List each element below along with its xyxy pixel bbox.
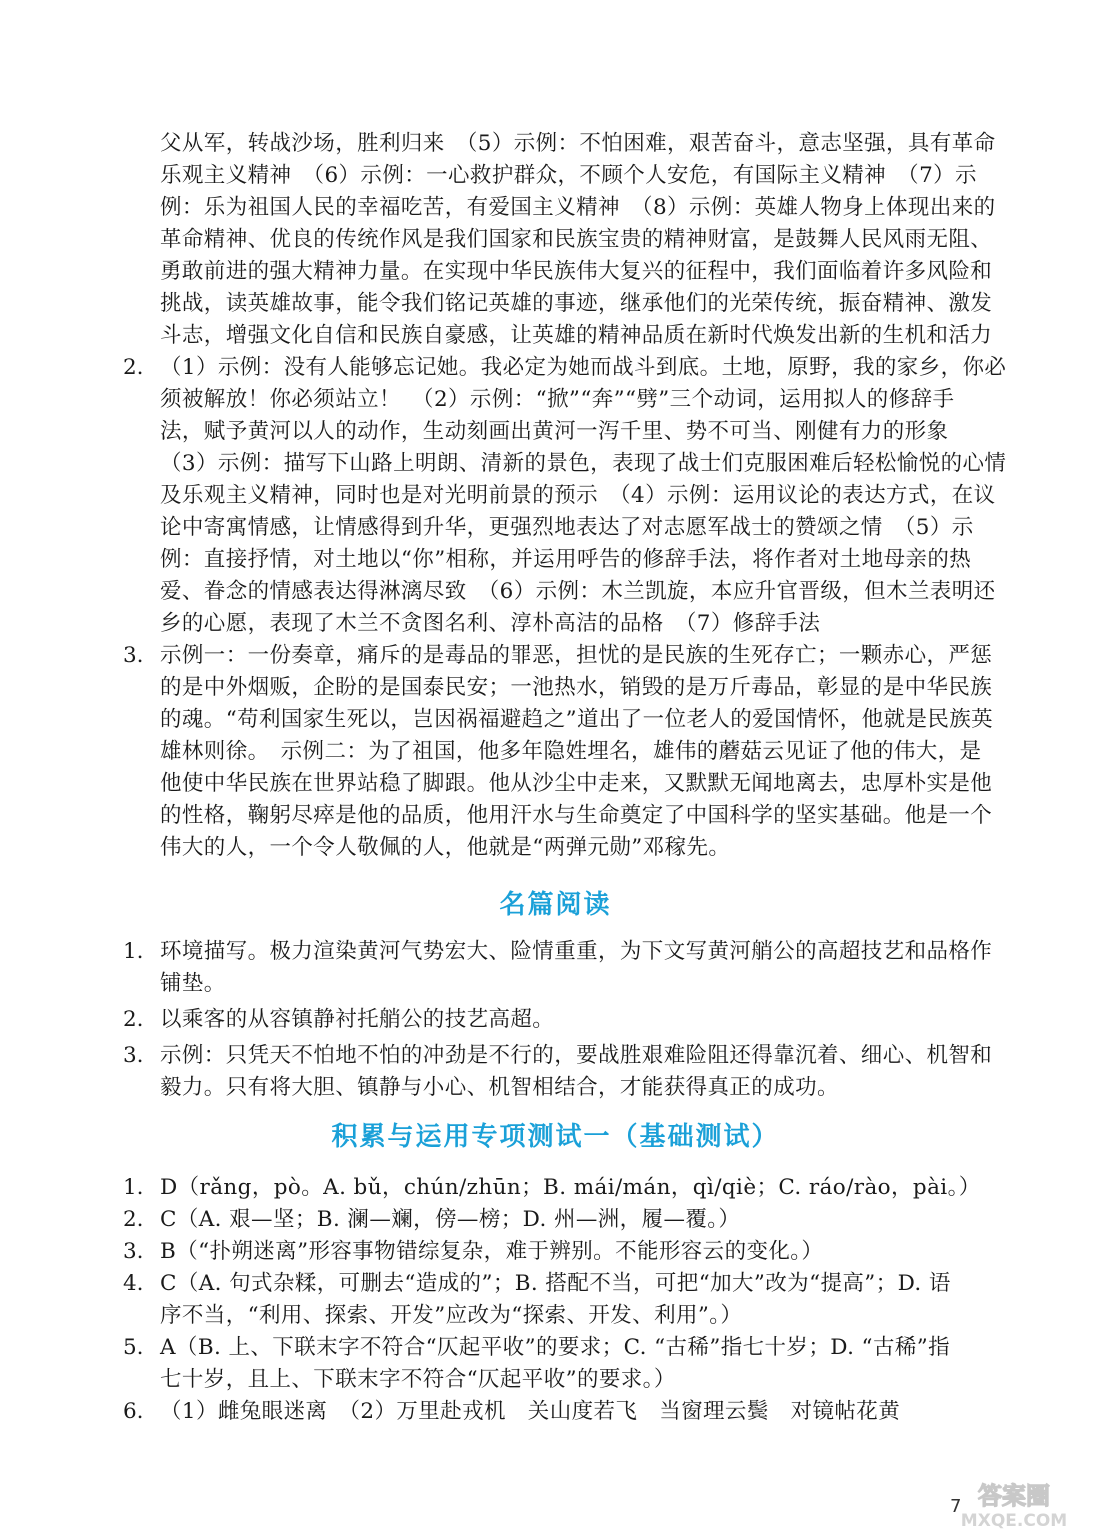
text-line: 须被解放！你必须站立！ （2）示例：“掀”“奔”“劈”三个动词，运用拟人的修辞手 <box>160 387 955 412</box>
text-line: 勇敢前进的强大精神力量。在实现中华民族伟大复兴的征程中，我们面临着许多风险和 <box>160 259 993 284</box>
item-number: 3. <box>123 1239 144 1264</box>
page-number: 7 <box>950 1496 962 1517</box>
text-line: 他使中华民族在世界站稳了脚跟。他从沙尘中走来，又默默无闻地离去，忠厚朴实是他 <box>160 771 993 796</box>
text-line: 的性格，鞠躬尽瘁是他的品质，他用汗水与生命奠定了中国科学的坚实基础。他是一个 <box>160 803 993 828</box>
section-heading: 积累与运用专项测试一（基础测试） <box>331 1122 780 1152</box>
text-line: 乐观主义精神 （6）示例：一心救护群众，不顾个人安危，有国际主义精神 （7）示 <box>160 163 977 188</box>
text-line: 乡的心愿，表现了木兰不贪图名利、淳朴高洁的品格 （7）修辞手法 <box>160 611 821 636</box>
text-line: 法，赋予黄河以人的动作，生动刻画出黄河一泻千里、势不可当、刚健有力的形象 <box>160 419 949 444</box>
text-line: C（A. 句式杂糅，可删去“造成的”；B. 搭配不当，可把“加大”改为“提高”；D. 语 <box>160 1271 951 1296</box>
list-item <box>123 352 1007 640</box>
text-line: 例：乐为祖国人民的幸福吃苦，有爱国主义精神 （8）示例：英雄人物身上体现出来的 <box>160 195 996 220</box>
item-number: 3. <box>123 1043 144 1068</box>
text-line: 论中寄寓情感，让情感得到升华，更强烈地表达了对志愿军战士的赞颂之情 （5）示 <box>160 515 974 540</box>
text-line: 序不当，“利用、探索、开发”应改为“探索、开发、利用”。） <box>160 1303 743 1328</box>
item-number: 4. <box>123 1271 144 1296</box>
text-line: 的魂。“苟利国家生死以，岂因祸福避趋之”道出了一位老人的爱国情怀，他就是民族英 <box>160 707 994 732</box>
svg-text:MXQE.COM: MXQE.COM <box>960 1511 1068 1530</box>
item-number: 1. <box>123 939 144 964</box>
text-line: 以乘客的从容镇静衬托艄公的技艺高超。 <box>160 1007 555 1032</box>
text-line: 父从军，转战沙场，胜利归来 （5）示例：不怕困难，艰苦奋斗，意志坚强，具有革命 <box>160 131 996 156</box>
section-heading: 名篇阅读 <box>499 890 612 920</box>
text-line: 七十岁，且上、下联末字不符合“仄起平收”的要求。） <box>160 1367 676 1392</box>
item-number: 2. <box>123 1207 144 1232</box>
item-number: 2. <box>123 1007 144 1032</box>
answer-list-section1 <box>123 352 1007 864</box>
list-item <box>123 1004 993 1036</box>
text-line: 的是中外烟贩，企盼的是国泰民安；一池热水，销毁的是万斤毒品，彰显的是中华民族 <box>160 675 993 700</box>
intro-paragraph <box>123 128 996 352</box>
item-number: 1. <box>123 1175 144 1200</box>
answer-list-section2 <box>123 936 993 1104</box>
list-item <box>123 1268 993 1332</box>
list-item <box>123 936 993 1000</box>
list-item <box>123 1332 993 1396</box>
text-line: B（“扑朔迷离”形容事物错综复杂，难于辨别。不能形容云的变化。） <box>160 1239 824 1264</box>
text-line: （1）示例：没有人能够忘记她。我必定为她而战斗到底。土地，原野，我的家乡，你必 <box>160 355 1007 380</box>
text-line: 环境描写。极力渲染黄河气势宏大、险情重重，为下文写黄河艄公的高超技艺和品格作 <box>160 939 993 964</box>
text-line: A（B. 上、下联末字不符合“仄起平收”的要求；C. “古稀”指七十岁；D. “古稀”指 <box>160 1335 951 1360</box>
svg-text:答案圈: 答案圈 <box>978 1482 1050 1510</box>
item-number: 3. <box>123 643 144 668</box>
item-number: 5. <box>123 1335 144 1360</box>
text-line: 毅力。只有将大胆、镇静与小心、机智相结合，才能获得真正的成功。 <box>160 1075 839 1100</box>
text-line: （1）雌兔眼迷离 （2）万里赴戎机 关山度若飞 当窗理云鬓 对镜帖花黄 <box>160 1399 901 1424</box>
list-item <box>123 1204 993 1236</box>
list-item <box>123 1172 993 1204</box>
list-item <box>123 1040 993 1104</box>
text-line: 示例一：一份奏章，痛斥的是毒品的罪恶，担忧的是民族的生死存亡；一颗赤心，严惩 <box>160 643 993 668</box>
text-line: D（rǎng，pò。A. bǔ，chún/zhūn；B. mái/mán，qì/qiè；C. ráo/rào，pài。） <box>160 1175 981 1200</box>
text-line: 挑战，读英雄故事，能令我们铭记英雄的事迹，继承他们的光荣传统，振奋精神、激发 <box>160 291 993 316</box>
item-number: 6. <box>123 1399 144 1424</box>
answer-list-section3 <box>123 1172 993 1428</box>
text-line: 及乐观主义精神，同时也是对光明前景的预示 （4）示例：运用议论的表达方式，在议 <box>160 483 996 508</box>
text-line: 革命精神、优良的传统作风是我们国家和民族宝贵的精神财富，是鼓舞人民风雨无阻、 <box>160 227 993 252</box>
text-line: 伟大的人，一个令人敬佩的人，他就是“两弹元勋”邓稼先。 <box>160 835 731 860</box>
text-line: （3）示例：描写下山路上明朗、清新的景色，表现了战士们克服困难后轻松愉悦的心情 <box>160 451 1007 476</box>
text-line: 铺垫。 <box>160 971 226 996</box>
text-line: 示例：只凭天不怕地不怕的冲劲是不行的，要战胜艰难险阻还得靠沉着、细心、机智和 <box>160 1043 993 1068</box>
list-item <box>123 1396 993 1428</box>
item-number: 2. <box>123 355 144 380</box>
list-item <box>123 640 993 864</box>
text-line: 雄林则徐。 示例二：为了祖国，他多年隐姓埋名，雄伟的蘑菇云见证了他的伟大，是 <box>160 739 982 764</box>
text-line: 斗志，增强文化自信和民族自豪感，让英雄的精神品质在新时代焕发出新的生机和活力 <box>160 323 993 348</box>
text-line: 爱、眷念的情感表达得淋漓尽致 （6）示例：木兰凯旋，本应升官晋级，但木兰表明还 <box>160 579 996 604</box>
list-item <box>123 1236 993 1268</box>
text-line: 例：直接抒情，对土地以“你”相称，并运用呼告的修辞手法，将作者对土地母亲的热 <box>160 547 972 572</box>
text-line: C（A. 艰—坚；B. 澜—斓，傍—榜；D. 州—洲，履—覆。） <box>160 1207 741 1232</box>
